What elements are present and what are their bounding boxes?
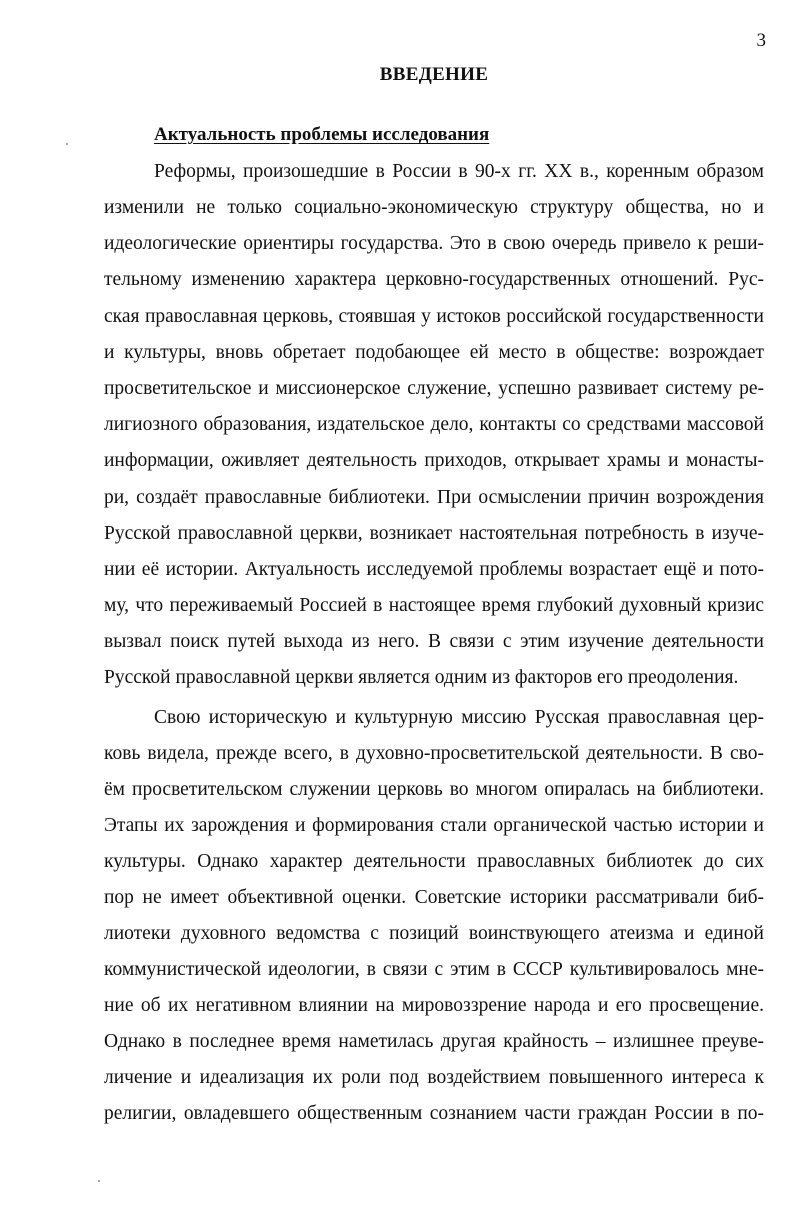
text-line: религии, овладевшего общественным сознанием части граждан России в по- (104, 1103, 764, 1124)
section-heading: Актуальность проблемы исследования (154, 124, 490, 145)
page-title: ВВЕДЕНИЕ (379, 64, 489, 85)
text-line: ём просветительском служении церковь во многом опиралась на библиотеки. (104, 779, 764, 800)
text-line: Русской православной церкви является одним из факторов его преодоления. (104, 667, 739, 688)
text-line: тельному изменению характера церковно-государственных отношений. Рус- (104, 269, 764, 290)
text-line: просветительское и миссионерское служение, успешно развивает систему ре- (104, 378, 764, 399)
text-line: Свою историческую и культурную миссию Русская православная цер- (154, 707, 764, 728)
text-line: изменили не только социально-экономическую структуру общества, но и (104, 197, 764, 218)
text-line: Реформы, произошедшие в России в 90-х гг. XX в., коренным образом (154, 161, 764, 182)
text-line: лигиозного образования, издательское дело, контакты со средствами массовой (104, 414, 764, 435)
text-line: пор не имеет объективной оценки. Советские историки рассматривали биб- (104, 887, 764, 908)
text-line: Русской православной церкви, возникает настоятельная потребность в изуче- (104, 523, 764, 544)
scan-speck (66, 143, 68, 145)
text-line: культуры. Однако характер деятельности православных библиотек до сих (104, 851, 764, 872)
text-line: вызвал поиск путей выхода из него. В связи с этим изучение деятельности (104, 631, 764, 652)
text-line: и культуры, вновь обретает подобающее ей место в обществе: возрождает (104, 342, 764, 363)
text-line: информации, оживляет деятельность приходов, открывает храмы и монасты- (104, 450, 764, 471)
text-line: Этапы их зарождения и формирования стали органической частью истории и (104, 815, 764, 836)
text-line: нии её истории. Актуальность исследуемой проблемы возрастает ещё и пото- (104, 559, 764, 580)
text-line: ние об их негативном влиянии на мировоззрение народа и его просвещение. (104, 995, 764, 1016)
page-number: 3 (756, 30, 766, 51)
text-line: коммунистической идеологии, в связи с этим в СССР культивировалось мне- (104, 959, 764, 980)
text-line: ская православная церковь, стоявшая у истоков российской государственности (104, 306, 764, 327)
text-line: му, что переживаемый Россией в настоящее время глубокий духовный кризис (104, 595, 764, 616)
text-line: ковь видела, прежде всего, в духовно-просветительской деятельности. В сво- (104, 743, 764, 764)
text-line: лиотеки духовного ведомства с позиций воинствующего атеизма и единой (104, 923, 764, 944)
text-line: ри, создаёт православные библиотеки. При осмыслении причин возрождения (104, 487, 764, 508)
text-line: Однако в последнее время наметилась другая крайность – излишнее преуве- (104, 1031, 764, 1052)
text-line: личение и идеализация их роли под воздействием повышенного интереса к (104, 1067, 764, 1088)
text-line: идеологические ориентиры государства. Это в свою очередь привело к реши- (104, 233, 764, 254)
scan-speck (98, 1180, 100, 1182)
